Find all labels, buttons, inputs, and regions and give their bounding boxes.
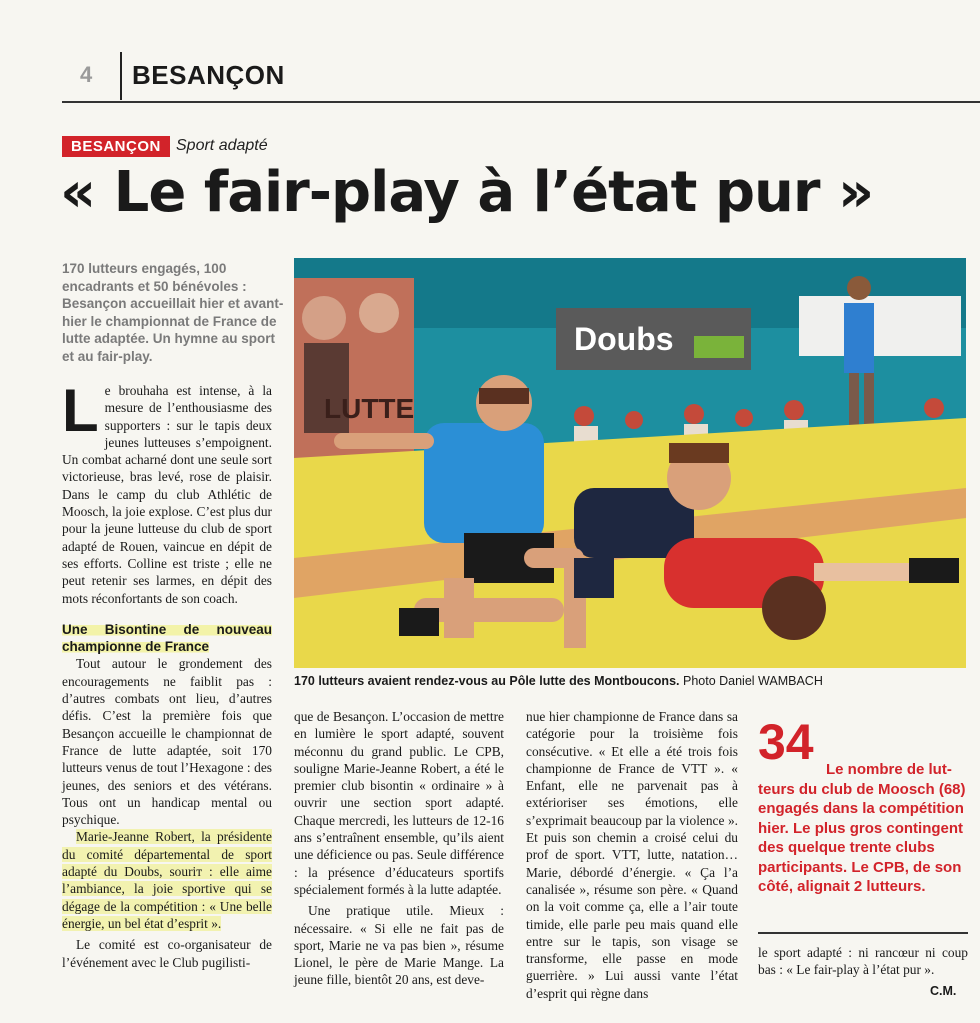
banner-text: Doubs (574, 321, 674, 357)
lead-paragraph: 170 lutteurs engagés, 100 encadrants et 50 bénévoles : Besançon accueillait hier et avant-hier le championnat de France de lutte adaptée. Un hymne au sport et au fair-play. (62, 261, 284, 364)
factbox-text-rest: teurs du club de Moosch (68) engagés dans la compétition hier. Le plus gros contingent des quelque trente clubs participants. Le CPB, de son côté, alignait 2 lutteurs. (758, 780, 966, 895)
drop-cap: L (62, 377, 99, 444)
header-rule (62, 101, 980, 103)
factbox-rule (758, 932, 968, 934)
paragraph-3-text: Marie-Jeanne Robert, la présidente du comité départemental de sport adapté du Doubs, souriт : elle aime l’ambiance, la joie sportive qui se dégage de la compétition : « Une belle énergie, un bel état d’esprit ». (62, 829, 272, 931)
author-signature: C.M. (930, 984, 957, 998)
poster-text: LUTTE (324, 393, 415, 424)
col3-paragraph-1: nue hier championne de France dans sa catégorie pour la troisième fois consécutive. « Et elle a été trois fois championne de France de VTT ». « Enfant, elle ne parvenait pas à extérioriser ses émotions, elle s’exprimait beaucoup par la violence ». Et puis son chemin a croisé celui du prof de sport. VTT, lutte, natation… Marie, débordé d’énergie. « Ça l’a canalisée », résume son père. « Quand on la voit comme ça, elle a l’air toute timide, elle parle peu mais quand elle entre sur le tapis, son visage se transforme, elle passe en mode guerrière. » Lui aussi vante l’état d’esprit qui règne dans (526, 709, 738, 1001)
paragraph-2: Tout autour le grondement des encouragements ne faiblit pas : d’autres combats ont lieu, d’autres défis. C’est la première fois que Besançon accueille le championnat de France de lutte adaptée, soit 170 lutteurs venus de tout l’Hexagone : des jeunes, des seniors et des vétérans. Tous ont un handicap mental ou psychique. (62, 656, 272, 828)
factbox-text-first: Le nombre de lut- (826, 761, 952, 778)
headline: « Le fair-play à l’état pur » (60, 160, 874, 225)
article-column-2 (294, 708, 504, 989)
wrestling-photo (294, 258, 966, 668)
col2-paragraph-2: Une pratique utile. Mieux : nécessaire. « Si elle ne fait pas de sport, Marie ne va pas bien », résume Lionel, le père de Marie Mange. La jeune fille, bientôt 20 ans, est deve- (294, 903, 504, 988)
subheading: Une Bisontine de nouveau championne de France (62, 621, 272, 655)
col2-paragraph-1: que de Besançon. L’occasion de mettre en lumière le sport adapté, souvent méconnu du grand public. Le CPB, souligne Marie-Jeanne Robert, a été le premier club bisontin « ordinaire » à ouvrir une section sport adapté. Chaque mercredi, les lutteurs de 12-16 ans s’entraînent ensemble, qu’ils aient une déficience ou pas. Seule différence : la présence d’éducateurs sportifs spécialement formés à la lutte adaptée. (294, 709, 504, 897)
paragraph-3 (62, 828, 272, 932)
factbox-text (758, 760, 968, 897)
article-column-3 (526, 708, 738, 1002)
photo-credit: Photo Daniel WAMBACH (682, 674, 823, 688)
section-tag: BESANÇON (62, 136, 170, 157)
caption-text: 170 lutteurs avaient rendez-vous au Pôle lutte des Montboucons. (294, 674, 680, 688)
paragraph-4: Le comité est co-organisateur de l’événement avec le Club pugilisti- (62, 937, 272, 970)
paragraph-1-text: e brouhaha est intense, à la mesure de l’enthousiasme des supporters : sur le tapis deux jeunes lutteuses s’empoignent. Un combat acharné dont une seule sort victorieuse, bras levé, rose de plaisir. Dans le camp du club Athlétic de Moosch, la joie explose. C’est plus dur pour la jeune lutteuse du club de sport adapté de Rouen, vaincue en dépit de ses efforts. Colline est triste ; elle ne peut retenir ses larmes, en dépit des mots réconfortants de son coach. (62, 383, 272, 606)
section-title: BESANÇON (132, 60, 285, 90)
article-photo (294, 258, 966, 668)
factbox-number: 34 (758, 714, 814, 770)
kicker: Sport adapté (176, 137, 268, 154)
paragraph-1 (62, 377, 272, 607)
page-number: 4 (80, 62, 93, 87)
photo-caption (294, 674, 823, 688)
header-separator (120, 52, 122, 100)
article-column-1 (62, 377, 272, 971)
article-ending: le sport adapté : ni rancœur ni coup bas : « Le fair-play à l’état pur ». (758, 945, 968, 978)
